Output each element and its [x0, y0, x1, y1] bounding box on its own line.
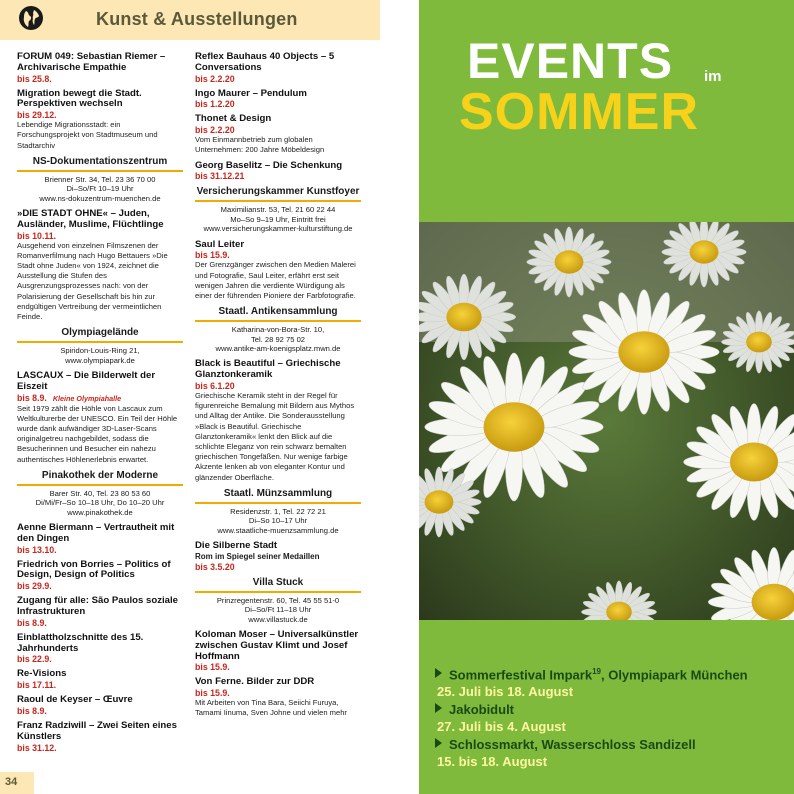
exhibition-title: »DIE STADT OHNE« – Juden, Ausländer, Muslime, Flüchtlinge [17, 208, 164, 230]
exhibition-title: Thonet & Design [195, 113, 272, 125]
exhibition-date-text: bis 8.9. [17, 392, 47, 403]
exhibition-date-text: bis 10.11. [17, 230, 57, 241]
exhibition-date [17, 654, 183, 664]
venue-address: Spiridon-Louis-Ring 21, www.olympiapark.de [60, 346, 140, 365]
exhibition-date [17, 74, 183, 84]
exhibition-date [195, 381, 361, 391]
exhibition-entry [17, 89, 183, 151]
exhibition-title: Koloman Moser – Universalkünstler zwischen Gustav Klimt und Josef Hoffmann [195, 629, 359, 662]
exhibition-entry [17, 209, 183, 322]
triangle-bullet-icon [435, 738, 442, 748]
exhibition-date-text: bis 17.11. [17, 680, 57, 691]
exhibition-entry [17, 560, 183, 592]
exhibition-description: Vom Einmannbetrieb zum globalen Unternehmen: 200 Jahre Möbeldesign [195, 135, 325, 155]
triangle-bullet-icon [435, 703, 442, 713]
exhibition-date [195, 171, 361, 181]
exhibition-description: Seit 1979 zählt die Höhle von Lascaux zum Weltkulturerbe der UNESCO. Ein Teil der Höhle wurde dank aufwändiger 3D-Laser-Scans originalgetreu nachgebildet, sodass die Besucherinnen und Besucher ein nahezu authentisches Höhlenerlebnis erwartet. [17, 403, 178, 464]
exhibition-entry [195, 89, 361, 110]
exhibition-date-text: bis 8.9. [17, 617, 47, 628]
exhibition-description: Der Grenzgänger zwischen den Medien Malerei und Fotografie, Saul Leiter, erfährt erst seit wenigen Jahren die verdiente Würdigung als einer der führenden Pioniere der Farbfotografie. [195, 260, 356, 301]
exhibition-date-text: bis 13.10. [17, 544, 57, 555]
exhibition-entry [195, 359, 361, 482]
triangle-bullet-icon [435, 668, 442, 678]
right-page [419, 0, 794, 794]
exhibition-entry [195, 240, 361, 302]
event-date: 27. Juli bis 4. August [437, 719, 566, 735]
exhibition-subtitle: Rom im Spiegel seiner Medaillen [195, 551, 320, 561]
exhibition-title: Friedrich von Borries – Politics of Design, Design of Politics [17, 558, 171, 581]
exhibition-date [17, 706, 183, 716]
exhibition-location: Kleine Olympiahalle [52, 393, 122, 403]
page-number: 34 [0, 772, 34, 794]
venue-address: Maximilianstr. 53, Tel. 21 60 22 44 Mo–So 9–19 Uhr, Eintritt frei www.versicherungskammer-kulturstiftung.de [203, 205, 353, 234]
exhibition-title: Ingo Maurer – Pendulum [195, 87, 307, 99]
left-page [0, 0, 380, 794]
exhibition-entry [17, 52, 183, 84]
venue-address: Katharina-von-Bora-Str. 10, Tel. 28 92 75 02 www.antike-am-koenigsplatz.mwn.de [215, 325, 341, 354]
venue-name: Villa Stuck [195, 577, 361, 593]
daisy-photo [419, 222, 794, 620]
exhibition-date [17, 393, 183, 404]
event-name-text: Sommerfestival Impark [449, 667, 593, 683]
venue-name: Staatl. Antikensammlung [195, 306, 361, 322]
exhibition-description: Griechische Keramik steht in der Regel für figurenreiche Bemalung mit Bildern aus Mythos und Alltag der Antike. Die Sonderausstellung »Black is Beautiful. Griechische Glanztonkeramik« lenkt den Blick auf die schlichte Eleganz von rein schwarz bemalten griechischen Tongefäßen. Nur wenige farbige Akzente lenken ab von eleganter Kontur und glänzender Oberfläche. [195, 391, 355, 482]
event-name-text: Jakobidult [449, 702, 515, 718]
exhibition-date [17, 618, 183, 628]
exhibition-description: Lebendige Migrationsstadt: ein Forschungsprojekt von Stadtmuseum und Stadtarchiv [17, 120, 158, 150]
exhibition-date-text: bis 31.12. [17, 742, 57, 753]
exhibition-title: Saul Leiter [195, 238, 245, 250]
listing-column-2 [195, 52, 361, 724]
venue-name: Versicherungskammer Kunstfoyer [195, 186, 361, 202]
exhibition-date [195, 250, 361, 260]
venue-name: NS-Dokumentationszentrum [17, 156, 183, 172]
venue-block [195, 488, 361, 535]
section-header [0, 0, 380, 40]
exhibition-date-text: bis 31.12.21 [195, 171, 245, 182]
exhibition-description: Mit Arbeiten von Tina Bara, Seiichi Furuya, Tamami Iinuma, Sven Johne und vielen mehr [195, 698, 347, 718]
exhibition-date [17, 581, 183, 591]
exhibition-title: LASCAUX – Die Bilderwelt der Eiszeit [17, 370, 156, 392]
exhibition-entry [195, 161, 361, 182]
venue-address: Residenzstr. 1, Tel. 22 72 21 Di–So 10–17 Uhr www.staatliche-muenzsammlung.de [217, 506, 339, 535]
event-name-rest: , Olympiapark München [600, 667, 748, 683]
exhibition-title: Raoul de Keyser – Œuvre [17, 694, 133, 706]
headline-im: im [704, 68, 722, 85]
exhibition-date-text: bis 15.9. [195, 662, 230, 673]
exhibition-title: FORUM 049: Sebastian Riemer – Archivarische Empathie [17, 51, 166, 73]
daisy-photo-image [419, 222, 794, 620]
exhibition-date [17, 231, 183, 241]
exhibition-title: Einblattholzschnitte des 15. Jahrhunderts [17, 631, 144, 654]
event-name-superscript: 19 [592, 667, 601, 676]
exhibition-date [195, 125, 361, 135]
exhibition-date-text: bis 1.2.20 [195, 99, 235, 110]
event-date: 25. Juli bis 18. August [437, 684, 574, 700]
event-name-text: Schlossmarkt, Wasserschloss Sandizell [449, 737, 696, 753]
exhibition-entry [17, 695, 183, 716]
exhibition-title: Re-Visions [17, 668, 67, 680]
section-title: Kunst & Ausstellungen [96, 9, 298, 29]
exhibition-title: Aenne Biermann – Vertrautheit mit den Dingen [17, 522, 175, 544]
exhibition-title: Die Silberne Stadt [195, 540, 278, 552]
event-name [435, 663, 785, 683]
exhibition-date-text: bis 8.9. [17, 706, 47, 717]
exhibition-title: Black is Beautiful – Griechische Glanztonkeramik [195, 358, 341, 381]
exhibition-date [17, 545, 183, 555]
exhibition-date [195, 662, 361, 672]
event-item [435, 736, 785, 770]
venue-block [17, 327, 183, 365]
venue-address: Barer Str. 40, Tel. 23 80 53 60 Di/Mi/Fr–So 10–18 Uhr, Do 10–20 Uhr www.pinakothek.de [35, 488, 165, 517]
event-name [435, 701, 785, 718]
exhibition-entry [195, 52, 361, 84]
exhibition-entry [17, 596, 183, 628]
exhibition-title: Georg Baselitz – Die Schenkung [195, 159, 343, 171]
exhibition-title: Von Ferne. Bilder zur DDR [195, 676, 315, 688]
exhibition-date-text: bis 3.5.20 [195, 561, 235, 572]
event-list [435, 663, 785, 771]
exhibition-title: Zugang für alle: São Paulos soziale Infrastrukturen [17, 595, 178, 618]
exhibition-entry [17, 669, 183, 690]
exhibition-title: Migration bewegt die Stadt. Perspektiven wechseln [17, 87, 142, 110]
exhibition-entry [195, 630, 361, 672]
headline-sommer: SOMMER [459, 83, 699, 141]
exhibition-date-text: bis 22.9. [17, 654, 52, 665]
exhibition-entry [17, 371, 183, 465]
exhibition-date [195, 74, 361, 84]
globe-icon [19, 6, 43, 30]
exhibition-date-text: bis 2.2.20 [195, 125, 235, 136]
event-item [435, 701, 785, 735]
venue-block [195, 306, 361, 353]
exhibition-date-text: bis 25.8. [17, 73, 52, 84]
venue-name: Olympiagelände [17, 327, 183, 343]
exhibition-description: Ausgehend von einzelnen Filmszenen der Romanverfilmung nach Hugo Bettauers »Die Stadt ohne Juden« von 1924, zeichnet die Ausstellung die Stufen des Ausgrenzungsprozesses nach: von der Polarisierung der Gesellschaft bis hin zur endgültigen Vertreibung der vermeintlichen Feinde. [17, 240, 168, 322]
exhibition-date-text: bis 2.2.20 [195, 73, 235, 84]
exhibition-date-text: bis 29.12. [17, 110, 57, 121]
venue-name: Pinakothek der Moderne [17, 470, 183, 486]
event-name [435, 736, 785, 753]
venue-block [17, 470, 183, 517]
exhibition-date-text: bis 15.9. [195, 688, 230, 699]
venue-address: Brienner Str. 34, Tel. 23 36 70 00 Di–So/Ft 10–19 Uhr www.ns-dokuzentrum-muenchen.de [39, 174, 161, 203]
exhibition-title: Reflex Bauhaus 40 Objects – 5 Conversations [195, 51, 335, 73]
venue-block [17, 156, 183, 203]
venue-address: Prinzregentenstr. 60, Tel. 45 55 51-0 Di–So/Ft 11–18 Uhr www.villastuck.de [216, 595, 340, 624]
exhibition-entry [17, 523, 183, 555]
venue-block [195, 577, 361, 624]
headline-events: EVENTS [467, 33, 674, 89]
exhibition-entry [17, 633, 183, 665]
exhibition-date [17, 110, 183, 120]
event-date: 15. bis 18. August [437, 754, 548, 770]
exhibition-entry [195, 677, 361, 718]
event-item [435, 663, 785, 700]
exhibition-date-text: bis 15.9. [195, 250, 230, 261]
exhibition-entry [17, 721, 183, 753]
exhibition-title: Franz Radziwill – Zwei Seiten eines Künstlers [17, 720, 177, 742]
venue-name: Staatl. Münzsammlung [195, 488, 361, 504]
exhibition-date-text: bis 29.9. [17, 581, 52, 592]
exhibition-date [195, 688, 361, 698]
exhibition-date [195, 99, 361, 109]
exhibition-entry [195, 114, 361, 155]
venue-block [195, 186, 361, 233]
exhibition-entry [195, 541, 361, 572]
exhibition-date [195, 562, 361, 572]
exhibition-date [17, 743, 183, 753]
exhibition-date-text: bis 6.1.20 [195, 381, 235, 392]
exhibition-date [17, 680, 183, 690]
listing-column-1 [17, 52, 183, 758]
